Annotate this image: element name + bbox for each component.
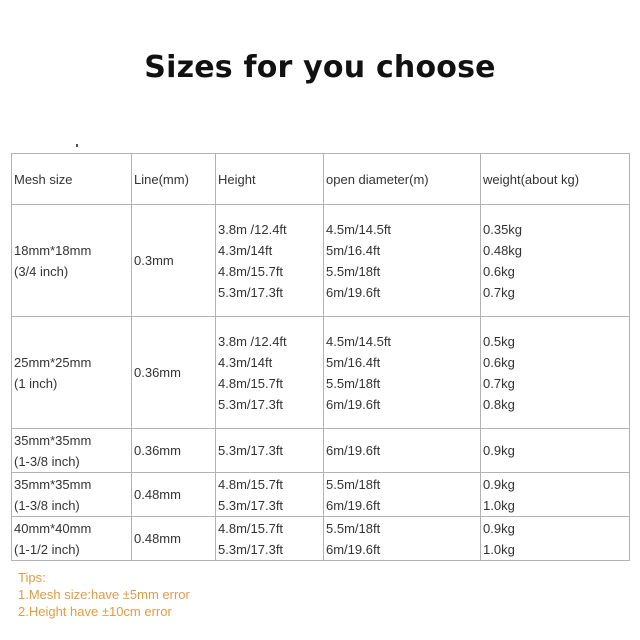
cell-weight-line: 0.48kg [483, 242, 523, 258]
cell-weight [481, 429, 630, 473]
cell-weight [481, 205, 630, 317]
table-row [12, 205, 630, 317]
cell-height [216, 429, 324, 473]
cell-open-diameter-line: 6m/19.6ft [326, 284, 381, 300]
cell-open-diameter-line: 5.5m/18ft [326, 520, 381, 536]
cell-weight [481, 473, 630, 517]
header-weight: weight(about kg) [481, 154, 630, 205]
cell-line-value: 0.3mm [134, 253, 174, 268]
cell-mesh-size-line: 25mm*25mm [14, 354, 92, 370]
cell-weight-line: 0.9kg [483, 520, 515, 536]
tips-heading: Tips: [18, 570, 46, 585]
cell-mesh-size-line: 18mm*18mm [14, 242, 92, 258]
cell-open-diameter [324, 317, 481, 429]
cell-mesh-size [12, 473, 132, 517]
header-open-diameter: open diameter(m) [324, 154, 481, 205]
table-body [12, 205, 630, 561]
cell-weight-line: 1.0kg [483, 541, 515, 557]
cell-height [216, 205, 324, 317]
cell-open-diameter-line: 4.5m/14.5ft [326, 333, 392, 349]
cell-weight [481, 517, 630, 561]
cell-mesh-size [12, 517, 132, 561]
header-line: Line(mm) [132, 154, 216, 205]
table-header-row [12, 154, 630, 205]
cell-open-diameter-line: 5.5m/18ft [326, 375, 381, 391]
cell-mesh-size-line: 40mm*40mm [14, 520, 92, 536]
cell-mesh-size-line: (1-1/2 inch) [14, 541, 80, 557]
cell-open-diameter-line: 6m/19.6ft [326, 541, 381, 557]
cell-height-line: 4.8m/15.7ft [218, 520, 284, 536]
cell-mesh-size-line: 35mm*35mm [14, 476, 92, 492]
cell-open-diameter-line: 6m/19.6ft [326, 497, 381, 513]
header-height: Height [216, 154, 324, 205]
cell-line [132, 473, 216, 517]
cell-open-diameter [324, 429, 481, 473]
cell-height [216, 517, 324, 561]
tips-block [18, 569, 190, 620]
cell-height-line: 5.3m/17.3ft [218, 443, 284, 458]
cell-line-value: 0.48mm [134, 487, 181, 502]
cell-open-diameter [324, 517, 481, 561]
cell-weight-line: 0.9kg [483, 476, 515, 492]
cell-mesh-size [12, 429, 132, 473]
table-row [12, 473, 630, 517]
cell-weight-line: 0.5kg [483, 333, 515, 349]
cell-open-diameter-line: 6m/19.6ft [326, 443, 381, 458]
size-table [11, 153, 630, 561]
cell-height-line: 5.3m/17.3ft [218, 541, 284, 557]
header-mesh-size: Mesh size [12, 154, 132, 205]
page-title: Sizes for you choose [144, 50, 496, 85]
cell-weight-line: 1.0kg [483, 497, 515, 513]
cell-mesh-size-line: (1-3/8 inch) [14, 453, 80, 469]
cell-open-diameter-line: 6m/19.6ft [326, 396, 381, 412]
cell-height-line: 3.8m /12.4ft [218, 221, 287, 237]
cell-line-value: 0.36mm [134, 365, 181, 380]
cell-height-line: 4.8m/15.7ft [218, 375, 284, 391]
cell-weight-line: 0.9kg [483, 443, 515, 458]
cell-weight-line: 0.7kg [483, 375, 515, 391]
cell-height-line: 4.3m/14ft [218, 354, 273, 370]
cell-open-diameter-line: 5m/16.4ft [326, 354, 381, 370]
cell-height [216, 473, 324, 517]
cell-line [132, 517, 216, 561]
cell-weight-line: 0.7kg [483, 284, 515, 300]
cell-mesh-size-line: 35mm*35mm [14, 432, 92, 448]
cell-line-value: 0.48mm [134, 531, 181, 546]
cell-line [132, 317, 216, 429]
cell-height-line: 4.8m/15.7ft [218, 263, 284, 279]
cell-weight-line: 0.35kg [483, 221, 523, 237]
cell-open-diameter-line: 5m/16.4ft [326, 242, 381, 258]
table-row [12, 517, 630, 561]
cell-height-line: 5.3m/17.3ft [218, 284, 284, 300]
cell-height-line: 3.8m /12.4ft [218, 333, 287, 349]
cell-open-diameter-line: 4.5m/14.5ft [326, 221, 392, 237]
cell-height-line: 5.3m/17.3ft [218, 396, 284, 412]
tip-line: 2.Height have ±10cm error [18, 604, 172, 619]
cell-mesh-size [12, 317, 132, 429]
cell-open-diameter [324, 473, 481, 517]
cell-open-diameter-line: 5.5m/18ft [326, 476, 381, 492]
decorative-mark [76, 144, 78, 147]
cell-open-diameter [324, 205, 481, 317]
cell-height-line: 4.8m/15.7ft [218, 476, 284, 492]
cell-weight-line: 0.8kg [483, 396, 515, 412]
table-row [12, 317, 630, 429]
cell-weight [481, 317, 630, 429]
table-row [12, 429, 630, 473]
cell-line [132, 429, 216, 473]
tip-line: 1.Mesh size:have ±5mm error [18, 587, 190, 602]
cell-mesh-size-line: (3/4 inch) [14, 263, 69, 279]
cell-mesh-size-line: (1-3/8 inch) [14, 497, 80, 513]
cell-mesh-size-line: (1 inch) [14, 375, 58, 391]
cell-weight-line: 0.6kg [483, 354, 515, 370]
cell-height-line: 5.3m/17.3ft [218, 497, 284, 513]
cell-height [216, 317, 324, 429]
cell-weight-line: 0.6kg [483, 263, 515, 279]
cell-line [132, 205, 216, 317]
cell-line-value: 0.36mm [134, 443, 181, 458]
cell-height-line: 4.3m/14ft [218, 242, 273, 258]
cell-open-diameter-line: 5.5m/18ft [326, 263, 381, 279]
cell-mesh-size [12, 205, 132, 317]
